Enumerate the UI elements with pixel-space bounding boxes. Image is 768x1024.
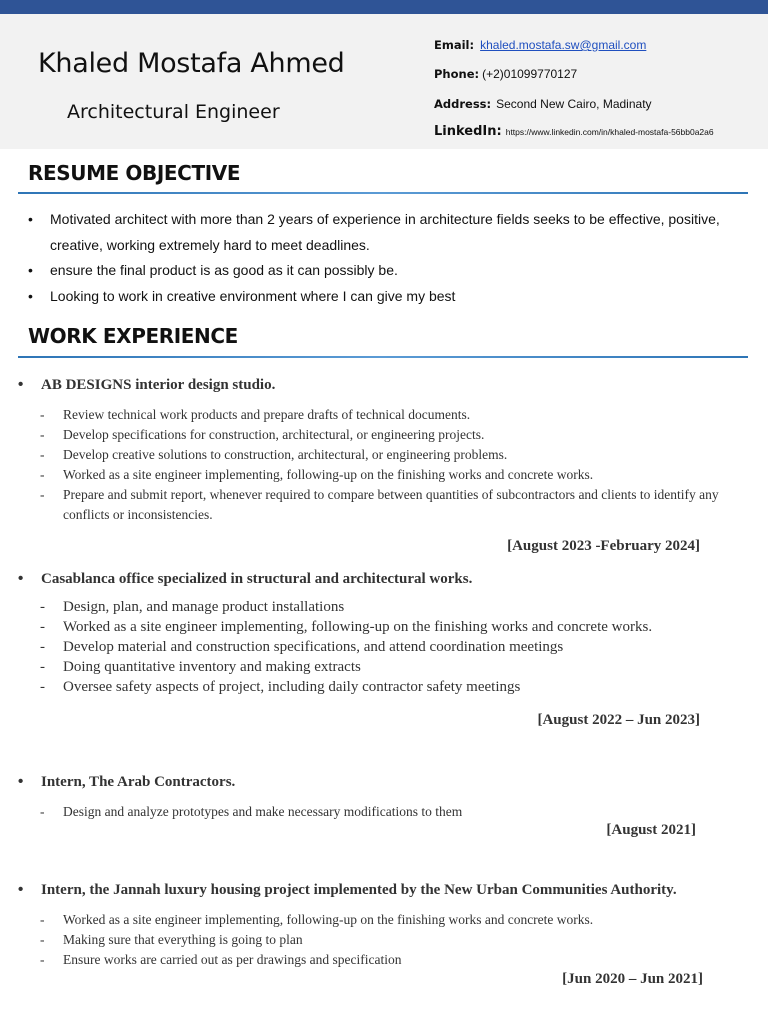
objective-item: • ensure the final product is as good as it can possibly be.: [28, 258, 728, 284]
objective-item: • Motivated architect with more than 2 years of experience in architecture fields seeks to be effective, positive, creative, working extremely hard to meet deadlines.: [28, 207, 728, 258]
job-entry: [18, 569, 748, 697]
objective-heading: RESUME OBJECTIVE: [28, 161, 241, 185]
job-task-list: [18, 910, 748, 970]
job-task: - Worked as a site engineer implementing, following-up on the finishing works and concrete works.: [18, 465, 748, 485]
job-entry: [18, 772, 748, 822]
job-task: - Worked as a site engineer implementing, following-up on the finishing works and concrete works.: [18, 910, 748, 930]
job-task: - Oversee safety aspects of project, including daily contractor safety meetings: [18, 677, 748, 697]
job-task-list: [18, 802, 748, 822]
contact-email: [434, 38, 646, 52]
address-value: Second New Cairo, Madinaty: [496, 97, 652, 111]
job-task: - Develop specifications for construction, architectural, or engineering projects.: [18, 425, 748, 445]
candidate-role: Architectural Engineer: [67, 101, 280, 123]
job-task: - Prepare and submit report, whenever required to compare between quantities of subcontractors and clients to identify any conflicts or inconsistencies.: [18, 485, 748, 525]
job-title: • Intern, the Jannah luxury housing project implemented by the New Urban Communities Authority.: [18, 880, 748, 900]
phone-label: Phone:: [434, 67, 480, 81]
experience-heading: WORK EXPERIENCE: [28, 324, 238, 348]
contact-linkedin: [434, 124, 714, 139]
objective-divider: [18, 192, 748, 194]
job-entry: [18, 880, 748, 970]
resume-header: [0, 14, 768, 149]
job-task: - Worked as a site engineer implementing, following-up on the finishing works and concrete works.: [18, 617, 748, 637]
job-task: - Ensure works are carried out as per drawings and specification: [18, 950, 748, 970]
contact-address: [434, 97, 652, 111]
job-task: - Making sure that everything is going to plan: [18, 930, 748, 950]
job-task: - Review technical work products and prepare drafts of technical documents.: [18, 405, 748, 425]
job-task: - Design and analyze prototypes and make necessary modifications to them: [18, 802, 748, 822]
experience-divider: [18, 356, 748, 358]
job-title: • Casablanca office specialized in structural and architectural works.: [18, 569, 748, 589]
job-task: - Design, plan, and manage product installations: [18, 597, 748, 617]
objective-list: [28, 207, 728, 309]
linkedin-url[interactable]: https://www.linkedin.com/in/khaled-mostafa-56bb0a2a6: [505, 127, 714, 137]
job-task-list: [18, 405, 748, 525]
job-date: [Jun 2020 – Jun 2021]: [562, 971, 703, 987]
address-label: Address:: [434, 97, 492, 111]
job-task: - Develop material and construction specifications, and attend coordination meetings: [18, 637, 748, 657]
job-date: [August 2023 -February 2024]: [507, 538, 700, 554]
job-date: [August 2021]: [606, 822, 696, 838]
objective-item: • Looking to work in creative environment where I can give my best: [28, 284, 728, 310]
linkedin-label: LinkedIn:: [434, 124, 502, 139]
phone-value: (+2)01099770127: [482, 67, 578, 81]
job-task: - Doing quantitative inventory and making extracts: [18, 657, 748, 677]
top-accent-bar: [0, 0, 768, 14]
email-label: Email:: [434, 38, 475, 52]
job-task: - Develop creative solutions to construction, architectural, or engineering problems.: [18, 445, 748, 465]
candidate-name: Khaled Mostafa Ahmed: [38, 48, 345, 79]
job-task-list: [18, 597, 748, 697]
contact-phone: [434, 67, 577, 81]
job-title: • Intern, The Arab Contractors.: [18, 772, 748, 792]
email-link[interactable]: khaled.mostafa.sw@gmail.com: [480, 38, 647, 52]
job-date: [August 2022 – Jun 2023]: [537, 712, 700, 728]
job-entry: [18, 375, 748, 525]
job-title: • AB DESIGNS interior design studio.: [18, 375, 748, 395]
